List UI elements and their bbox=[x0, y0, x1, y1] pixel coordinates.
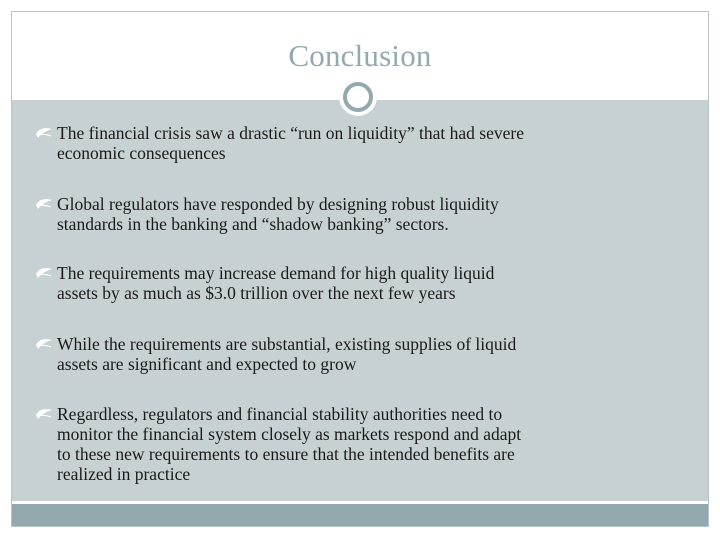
bullet-glyph-icon bbox=[34, 266, 54, 282]
bullet-text bbox=[57, 404, 697, 484]
footer-bar bbox=[12, 504, 708, 526]
title-circle-ornament bbox=[339, 78, 377, 116]
bullet-text bbox=[57, 194, 697, 234]
bullet-line: The requirements may increase demand for high quality liquid bbox=[57, 263, 495, 283]
bullet-line: standards in the banking and “shadow banking” sectors. bbox=[57, 214, 449, 234]
bullet-line: Global regulators have responded by designing robust liquidity bbox=[57, 194, 499, 214]
bullet-line: While the requirements are substantial, existing supplies of liquid bbox=[57, 334, 517, 354]
bullet-line: Regardless, regulators and financial stability authorities need to bbox=[57, 404, 503, 424]
bullet-text bbox=[57, 123, 697, 163]
bullet-line: assets are significant and expected to grow bbox=[57, 354, 357, 374]
bullet-line: assets by as much as $3.0 trillion over the next few years bbox=[57, 283, 456, 303]
bullet-glyph-icon bbox=[34, 197, 54, 213]
slide-content bbox=[12, 99, 708, 501]
bullet-line: realized in practice bbox=[57, 464, 191, 484]
bullet-glyph-icon bbox=[34, 407, 54, 423]
bullet-text bbox=[57, 334, 697, 374]
bullet-line: monitor the financial system closely as markets respond and adapt bbox=[57, 424, 522, 444]
bullet-glyph-icon bbox=[34, 337, 54, 353]
circle-ring bbox=[343, 82, 373, 112]
bullet-line: economic consequences bbox=[57, 143, 226, 163]
slide-title: Conclusion bbox=[288, 38, 432, 73]
bullet-line: The financial crisis saw a drastic “run on liquidity” that had severe bbox=[57, 123, 524, 143]
bullet-line: to these new requirements to ensure that the intended benefits are bbox=[57, 444, 515, 464]
bullet-glyph-icon bbox=[34, 126, 54, 142]
bullet-text bbox=[57, 263, 697, 303]
